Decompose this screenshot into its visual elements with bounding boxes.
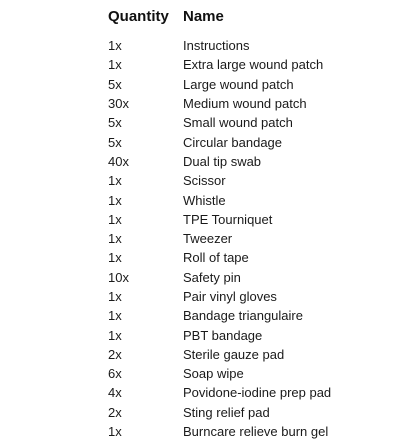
item-name: Large wound patch	[183, 76, 294, 92]
list-item	[108, 345, 408, 364]
item-name: Povidone-iodine prep pad	[183, 385, 332, 401]
item-name: PBT bandage	[183, 327, 263, 343]
item-quantity: 1x	[108, 289, 122, 304]
list-item	[108, 268, 408, 287]
list-item	[108, 325, 408, 344]
list-item	[108, 55, 408, 74]
list-body	[108, 36, 408, 441]
item-quantity: 5x	[108, 76, 122, 92]
item-quantity: 5x	[108, 134, 122, 150]
item-name: Circular bandage	[183, 134, 283, 150]
list-item	[108, 94, 408, 113]
item-name: Bandage triangulaire	[183, 308, 303, 324]
item-name: Dual tip swab	[183, 153, 262, 169]
item-name: Sting relief pad	[183, 404, 270, 420]
item-quantity: 1x	[108, 192, 122, 208]
item-quantity: 30x	[108, 96, 129, 112]
item-name: Whistle	[183, 192, 226, 208]
item-quantity: 40x	[108, 153, 129, 169]
list-item	[108, 36, 408, 55]
contents-list	[108, 6, 408, 441]
list-item	[108, 383, 408, 402]
item-name: Scissor	[183, 173, 226, 189]
item-quantity: 2x	[108, 346, 122, 362]
list-item	[108, 171, 408, 190]
item-quantity: 1x	[108, 57, 122, 73]
item-name: Burncare relieve burn gel	[183, 424, 329, 440]
item-name: Small wound patch	[183, 115, 293, 131]
item-quantity: 1x	[108, 250, 122, 266]
list-item	[108, 287, 408, 306]
item-quantity: 2x	[108, 404, 122, 420]
list-header	[108, 6, 408, 27]
list-item	[108, 113, 408, 132]
item-quantity: 1x	[108, 231, 122, 247]
item-name: Tweezer	[183, 231, 233, 247]
item-name: Pair vinyl gloves	[183, 289, 277, 304]
item-quantity: 6x	[108, 366, 122, 382]
item-name: Safety pin	[183, 269, 241, 285]
item-quantity: 4x	[108, 385, 122, 401]
item-quantity: 5x	[108, 115, 122, 131]
list-item	[108, 248, 408, 267]
list-item	[108, 210, 408, 229]
list-item	[108, 229, 408, 248]
quantity-header: Quantity	[108, 8, 169, 25]
list-item	[108, 306, 408, 325]
item-name: Medium wound patch	[183, 96, 307, 112]
name-header: Name	[183, 8, 224, 25]
list-item	[108, 132, 408, 151]
list-item	[108, 152, 408, 171]
list-item	[108, 403, 408, 422]
item-quantity: 10x	[108, 269, 129, 285]
list-item	[108, 190, 408, 209]
item-quantity: 1x	[108, 38, 122, 54]
item-quantity: 1x	[108, 211, 122, 227]
item-name: Sterile gauze pad	[183, 346, 285, 362]
item-quantity: 1x	[108, 173, 122, 189]
item-quantity: 1x	[108, 424, 122, 440]
item-quantity: 1x	[108, 308, 122, 324]
item-name: TPE Tourniquet	[183, 211, 273, 227]
list-item	[108, 422, 408, 441]
item-name: Roll of tape	[183, 250, 249, 266]
item-name: Soap wipe	[183, 366, 244, 382]
item-name: Instructions	[183, 38, 250, 54]
list-item	[108, 364, 408, 383]
item-quantity: 1x	[108, 327, 122, 343]
list-item	[108, 75, 408, 94]
item-name: Extra large wound patch	[183, 57, 324, 73]
